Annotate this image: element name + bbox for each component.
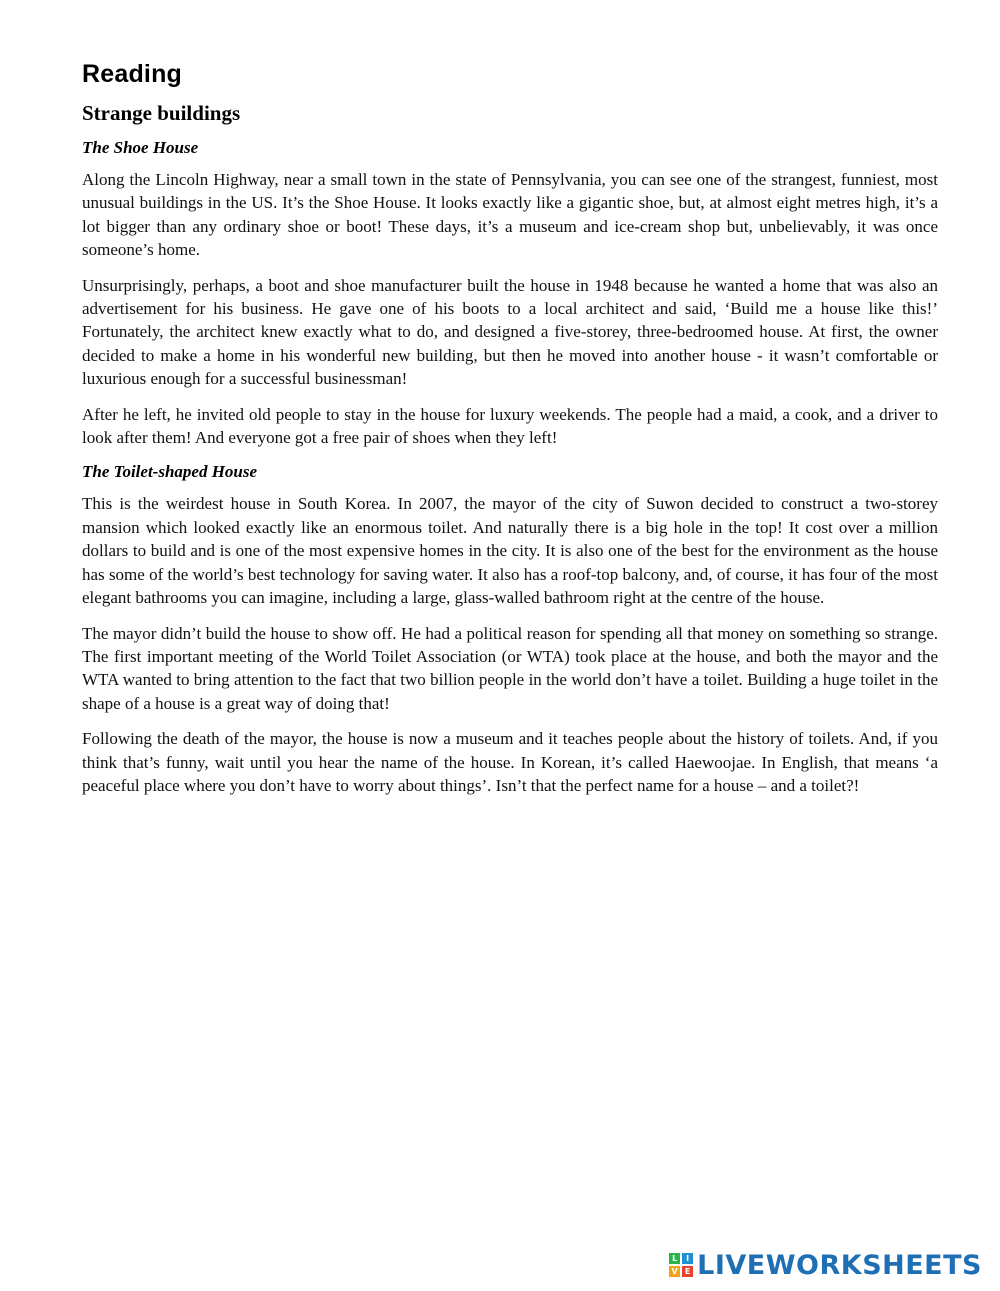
logo-text: LIVEWORKSHEETS [697, 1249, 982, 1281]
logo-block: E [682, 1266, 693, 1277]
paragraph: Unsurprisingly, perhaps, a boot and shoe manufacturer built the house in 1948 because he wanted a home that was also an advertisement for his business. He gave one of his boots to a local architect and said, ‘Build me a house like this!’ Fortunately, the architect knew exactly what to do, and designed a five-storey, three-bedroomed house. At first, the owner decided to make a home in his wonderful new building, but then he moved into another house - it wasn’t comfortable or luxurious enough for a successful businessman! [82, 275, 938, 389]
logo-block: I [682, 1253, 693, 1264]
section-shoe-house [82, 138, 938, 449]
paragraph: After he left, he invited old people to stay in the house for luxury weekends. The people had a maid, a cook, and a driver to look after them! And everyone got a free pair of shoes when they left! [82, 404, 938, 448]
section-heading-shoe-house: The Shoe House [82, 138, 199, 157]
section-heading-toilet-house: The Toilet-shaped House [82, 462, 258, 482]
logo-block: L [669, 1253, 680, 1264]
paragraph: The mayor didn’t build the house to show off. He had a political reason for spending all that money on something so strange. The first important meeting of the World Toilet Association (or WTA) took place at the house, and both the mayor and the WTA wanted to bring attention to the fact that two billion people in the world don’t have a toilet. Building a huge toilet in the shape of a house is a great way of doing that! [82, 623, 938, 713]
section-toilet-house [82, 462, 938, 797]
liveworksheets-logo [669, 1247, 982, 1283]
logo-block: V [669, 1266, 680, 1277]
paragraph: Along the Lincoln Highway, near a small town in the state of Pennsylvania, you can see one of the strangest, funniest, most unusual buildings in the US. It’s the Shoe House. It looks exactly like a gigantic shoe, but, at almost eight metres high, it’s a lot bigger than any ordinary shoe or boot! These days, it’s a museum and ice-cream shop but, unbelievably, it was once someone’s home. [82, 170, 938, 260]
worksheet-page [82, 60, 938, 809]
paragraph: Following the death of the mayor, the house is now a museum and it teaches people about the history of toilets. And, if you think that’s funny, wait until you hear the name of the house. In Korean, it’s called Haewoojae. In English, that means ‘a peaceful place where you don’t have to worry about things’. Isn’t that the perfect name for a house – and a toilet?! [82, 729, 938, 795]
reading-heading: Reading [82, 60, 183, 88]
article-title: Strange buildings [82, 101, 241, 125]
logo-blocks-icon [669, 1253, 693, 1277]
paragraph: This is the weirdest house in South Korea. In 2007, the mayor of the city of Suwon decided to construct a two-storey mansion which looked exactly like an enormous toilet. And naturally there is a big hole in the top! It cost over a million dollars to build and is one of the most expensive homes in the city. It is also one of the best for the environment as the house has some of the world’s best technology for saving water. It also has a roof-top balcony, and, of course, it has four of the most elegant bathrooms you can imagine, including a large, glass-walled bathroom right at the centre of the house. [82, 494, 938, 608]
